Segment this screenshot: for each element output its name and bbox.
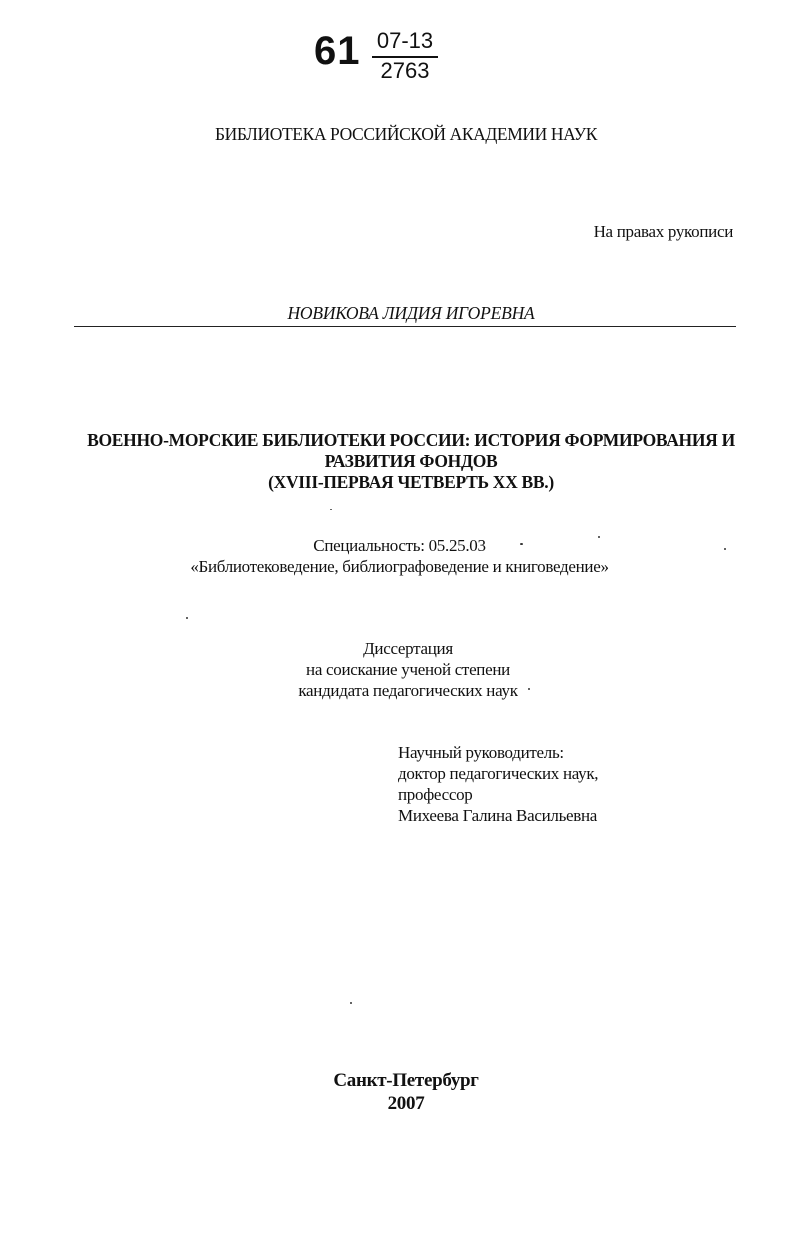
stamp-prefix: 61 [314, 29, 361, 73]
title-line-1: ВОЕННО-МОРСКИЕ БИБЛИОТЕКИ РОССИИ: ИСТОРИЯ ФОРМИРОВАНИЯ И [87, 430, 735, 450]
library-heading: БИБЛИОТЕКА РОССИЙСКОЙ АКАДЕМИИ НАУК [214, 124, 598, 144]
scan-speck [350, 1002, 352, 1004]
scan-speck [520, 543, 523, 545]
year: 2007 [387, 1093, 425, 1114]
scan-speck [186, 617, 188, 619]
stamp-denominator: 2763 [380, 58, 430, 83]
dissertation-degree-block [0, 638, 799, 701]
dissertation-label: Диссертация [363, 639, 453, 658]
title-line-2: РАЗВИТИЯ ФОНДОВ [324, 451, 498, 471]
specialty-code: Специальность: 05.25.03 [313, 536, 486, 555]
degree-purpose: на соискание ученой степени [306, 660, 510, 679]
dissertation-title [60, 430, 762, 493]
specialty-block [0, 535, 799, 577]
title-line-3: (XVIII-ПЕРВАЯ ЧЕТВЕРТЬ XX ВВ.) [268, 472, 554, 492]
supervisor-name: Михеева Галина Васильевна [398, 806, 598, 825]
manuscript-rights-note: На правах рукописи [593, 222, 733, 241]
scan-speck [724, 548, 726, 550]
supervisor-degree: доктор педагогических наук, [398, 764, 599, 783]
scan-speck [330, 509, 332, 510]
author-name: НОВИКОВА ЛИДИЯ ИГОРЕВНА [287, 303, 535, 323]
author-underline [74, 326, 736, 327]
scan-speck [598, 536, 600, 538]
specialty-name: «Библиотековедение, библиографоведение и книговедение» [190, 557, 609, 576]
degree-name: кандидата педагогических наук [298, 681, 518, 700]
supervisor-title: профессор [398, 785, 473, 804]
scan-speck [528, 688, 530, 690]
stamp-numerator: 07-13 [376, 28, 434, 53]
supervisor-label: Научный руководитель: [398, 743, 564, 762]
place-and-year [0, 1069, 799, 1115]
archive-stamp-number [314, 28, 454, 88]
supervisor-block [398, 742, 598, 826]
city: Санкт-Петербург [333, 1070, 479, 1091]
